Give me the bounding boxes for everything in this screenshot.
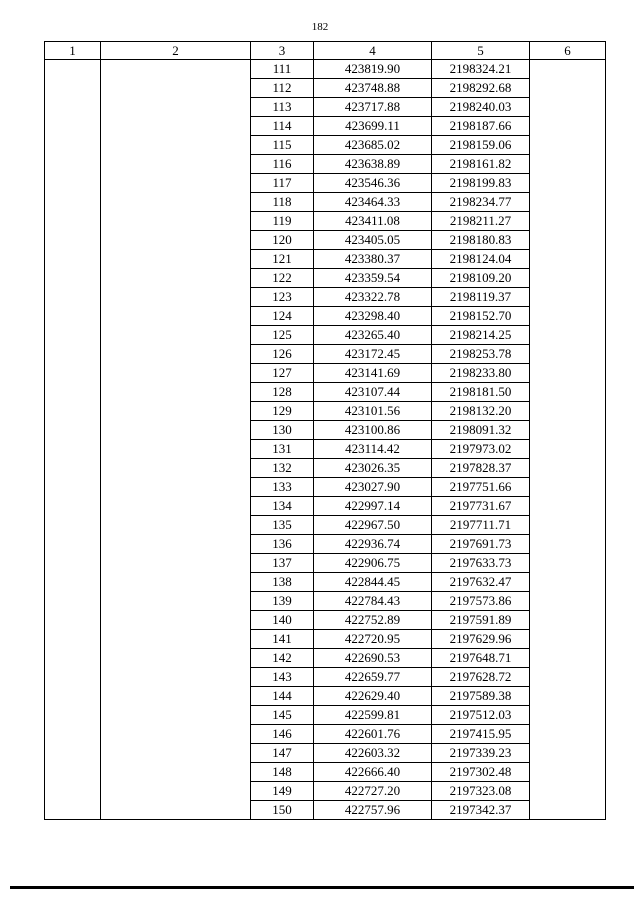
- x-coordinate-cell: 422603.32: [314, 744, 432, 763]
- point-number-cell: 144: [251, 687, 314, 706]
- x-coordinate-cell: 423359.54: [314, 269, 432, 288]
- x-coordinate-cell: 422720.95: [314, 630, 432, 649]
- y-coordinate-cell: 2198187.66: [432, 117, 530, 136]
- y-coordinate-cell: 2197302.48: [432, 763, 530, 782]
- y-coordinate-cell: 2197632.47: [432, 573, 530, 592]
- y-coordinate-cell: 2197342.37: [432, 801, 530, 820]
- x-coordinate-cell: 423638.89: [314, 155, 432, 174]
- y-coordinate-cell: 2198292.68: [432, 79, 530, 98]
- y-coordinate-cell: 2198240.03: [432, 98, 530, 117]
- y-coordinate-cell: 2198161.82: [432, 155, 530, 174]
- x-coordinate-cell: 423100.86: [314, 421, 432, 440]
- column-header-2: 2: [101, 42, 251, 60]
- x-coordinate-cell: 422599.81: [314, 706, 432, 725]
- x-coordinate-cell: 422629.40: [314, 687, 432, 706]
- x-coordinate-cell: 423114.42: [314, 440, 432, 459]
- point-number-cell: 111: [251, 60, 314, 79]
- point-number-cell: 129: [251, 402, 314, 421]
- point-number-cell: 123: [251, 288, 314, 307]
- point-number-cell: 122: [251, 269, 314, 288]
- y-coordinate-cell: 2197691.73: [432, 535, 530, 554]
- x-coordinate-cell: 422936.74: [314, 535, 432, 554]
- point-number-cell: 139: [251, 592, 314, 611]
- table-body: [45, 60, 606, 820]
- column-header-3: 3: [251, 42, 314, 60]
- y-coordinate-cell: 2198152.70: [432, 307, 530, 326]
- y-coordinate-cell: 2197589.38: [432, 687, 530, 706]
- point-number-cell: 143: [251, 668, 314, 687]
- y-coordinate-cell: 2198211.27: [432, 212, 530, 231]
- point-number-cell: 117: [251, 174, 314, 193]
- x-coordinate-cell: 423380.37: [314, 250, 432, 269]
- y-coordinate-cell: 2198109.20: [432, 269, 530, 288]
- point-number-cell: 130: [251, 421, 314, 440]
- y-coordinate-cell: 2198214.25: [432, 326, 530, 345]
- y-coordinate-cell: 2198181.50: [432, 383, 530, 402]
- point-number-cell: 118: [251, 193, 314, 212]
- point-number-cell: 126: [251, 345, 314, 364]
- point-number-cell: 137: [251, 554, 314, 573]
- y-coordinate-cell: 2197512.03: [432, 706, 530, 725]
- column-6-cell: [530, 60, 606, 820]
- column-header-4: 4: [314, 42, 432, 60]
- point-number-cell: 142: [251, 649, 314, 668]
- header-row: [45, 42, 606, 60]
- x-coordinate-cell: 423464.33: [314, 193, 432, 212]
- point-number-cell: 114: [251, 117, 314, 136]
- x-coordinate-cell: 422666.40: [314, 763, 432, 782]
- x-coordinate-cell: 423546.36: [314, 174, 432, 193]
- x-coordinate-cell: 423717.88: [314, 98, 432, 117]
- x-coordinate-cell: 423027.90: [314, 478, 432, 497]
- y-coordinate-cell: 2197973.02: [432, 440, 530, 459]
- x-coordinate-cell: 422690.53: [314, 649, 432, 668]
- point-number-cell: 148: [251, 763, 314, 782]
- x-coordinate-cell: 423685.02: [314, 136, 432, 155]
- y-coordinate-cell: 2198233.80: [432, 364, 530, 383]
- y-coordinate-cell: 2198091.32: [432, 421, 530, 440]
- point-number-cell: 112: [251, 79, 314, 98]
- column-1-cell: [45, 60, 101, 820]
- y-coordinate-cell: 2198199.83: [432, 174, 530, 193]
- point-number-cell: 149: [251, 782, 314, 801]
- y-coordinate-cell: 2198124.04: [432, 250, 530, 269]
- x-coordinate-cell: 422906.75: [314, 554, 432, 573]
- x-coordinate-cell: 423141.69: [314, 364, 432, 383]
- x-coordinate-cell: 423265.40: [314, 326, 432, 345]
- point-number-cell: 135: [251, 516, 314, 535]
- point-number-cell: 133: [251, 478, 314, 497]
- x-coordinate-cell: 422601.76: [314, 725, 432, 744]
- y-coordinate-cell: 2197711.71: [432, 516, 530, 535]
- x-coordinate-cell: 423411.08: [314, 212, 432, 231]
- point-number-cell: 116: [251, 155, 314, 174]
- point-number-cell: 136: [251, 535, 314, 554]
- x-coordinate-cell: 423819.90: [314, 60, 432, 79]
- y-coordinate-cell: 2198119.37: [432, 288, 530, 307]
- coordinates-table: [44, 41, 606, 820]
- bottom-rule: [10, 886, 634, 889]
- table-row: [45, 60, 606, 79]
- y-coordinate-cell: 2198324.21: [432, 60, 530, 79]
- x-coordinate-cell: 422844.45: [314, 573, 432, 592]
- x-coordinate-cell: 422997.14: [314, 497, 432, 516]
- page-number: 182: [311, 21, 329, 33]
- column-header-1: 1: [45, 42, 101, 60]
- point-number-cell: 121: [251, 250, 314, 269]
- y-coordinate-cell: 2197323.08: [432, 782, 530, 801]
- x-coordinate-cell: 423405.05: [314, 231, 432, 250]
- point-number-cell: 125: [251, 326, 314, 345]
- x-coordinate-cell: 423298.40: [314, 307, 432, 326]
- y-coordinate-cell: 2197731.67: [432, 497, 530, 516]
- point-number-cell: 150: [251, 801, 314, 820]
- point-number-cell: 131: [251, 440, 314, 459]
- column-header-6: 6: [530, 42, 606, 60]
- y-coordinate-cell: 2198234.77: [432, 193, 530, 212]
- point-number-cell: 145: [251, 706, 314, 725]
- point-number-cell: 138: [251, 573, 314, 592]
- x-coordinate-cell: 422752.89: [314, 611, 432, 630]
- point-number-cell: 120: [251, 231, 314, 250]
- table-header: [45, 42, 606, 60]
- x-coordinate-cell: 423322.78: [314, 288, 432, 307]
- column-2-cell: [101, 60, 251, 820]
- point-number-cell: 146: [251, 725, 314, 744]
- point-number-cell: 113: [251, 98, 314, 117]
- x-coordinate-cell: 422967.50: [314, 516, 432, 535]
- y-coordinate-cell: 2198159.06: [432, 136, 530, 155]
- y-coordinate-cell: 2197628.72: [432, 668, 530, 687]
- y-coordinate-cell: 2197648.71: [432, 649, 530, 668]
- y-coordinate-cell: 2198253.78: [432, 345, 530, 364]
- point-number-cell: 132: [251, 459, 314, 478]
- point-number-cell: 147: [251, 744, 314, 763]
- x-coordinate-cell: 423101.56: [314, 402, 432, 421]
- y-coordinate-cell: 2198132.20: [432, 402, 530, 421]
- y-coordinate-cell: 2197591.89: [432, 611, 530, 630]
- x-coordinate-cell: 423699.11: [314, 117, 432, 136]
- y-coordinate-cell: 2197573.86: [432, 592, 530, 611]
- point-number-cell: 127: [251, 364, 314, 383]
- point-number-cell: 141: [251, 630, 314, 649]
- point-number-cell: 140: [251, 611, 314, 630]
- y-coordinate-cell: 2197629.96: [432, 630, 530, 649]
- point-number-cell: 128: [251, 383, 314, 402]
- x-coordinate-cell: 422784.43: [314, 592, 432, 611]
- x-coordinate-cell: 423172.45: [314, 345, 432, 364]
- column-header-5: 5: [432, 42, 530, 60]
- y-coordinate-cell: 2198180.83: [432, 231, 530, 250]
- y-coordinate-cell: 2197828.37: [432, 459, 530, 478]
- y-coordinate-cell: 2197415.95: [432, 725, 530, 744]
- x-coordinate-cell: 423748.88: [314, 79, 432, 98]
- x-coordinate-cell: 422757.96: [314, 801, 432, 820]
- point-number-cell: 115: [251, 136, 314, 155]
- point-number-cell: 134: [251, 497, 314, 516]
- point-number-cell: 119: [251, 212, 314, 231]
- x-coordinate-cell: 422659.77: [314, 668, 432, 687]
- y-coordinate-cell: 2197751.66: [432, 478, 530, 497]
- x-coordinate-cell: 422727.20: [314, 782, 432, 801]
- x-coordinate-cell: 423107.44: [314, 383, 432, 402]
- x-coordinate-cell: 423026.35: [314, 459, 432, 478]
- y-coordinate-cell: 2197339.23: [432, 744, 530, 763]
- point-number-cell: 124: [251, 307, 314, 326]
- y-coordinate-cell: 2197633.73: [432, 554, 530, 573]
